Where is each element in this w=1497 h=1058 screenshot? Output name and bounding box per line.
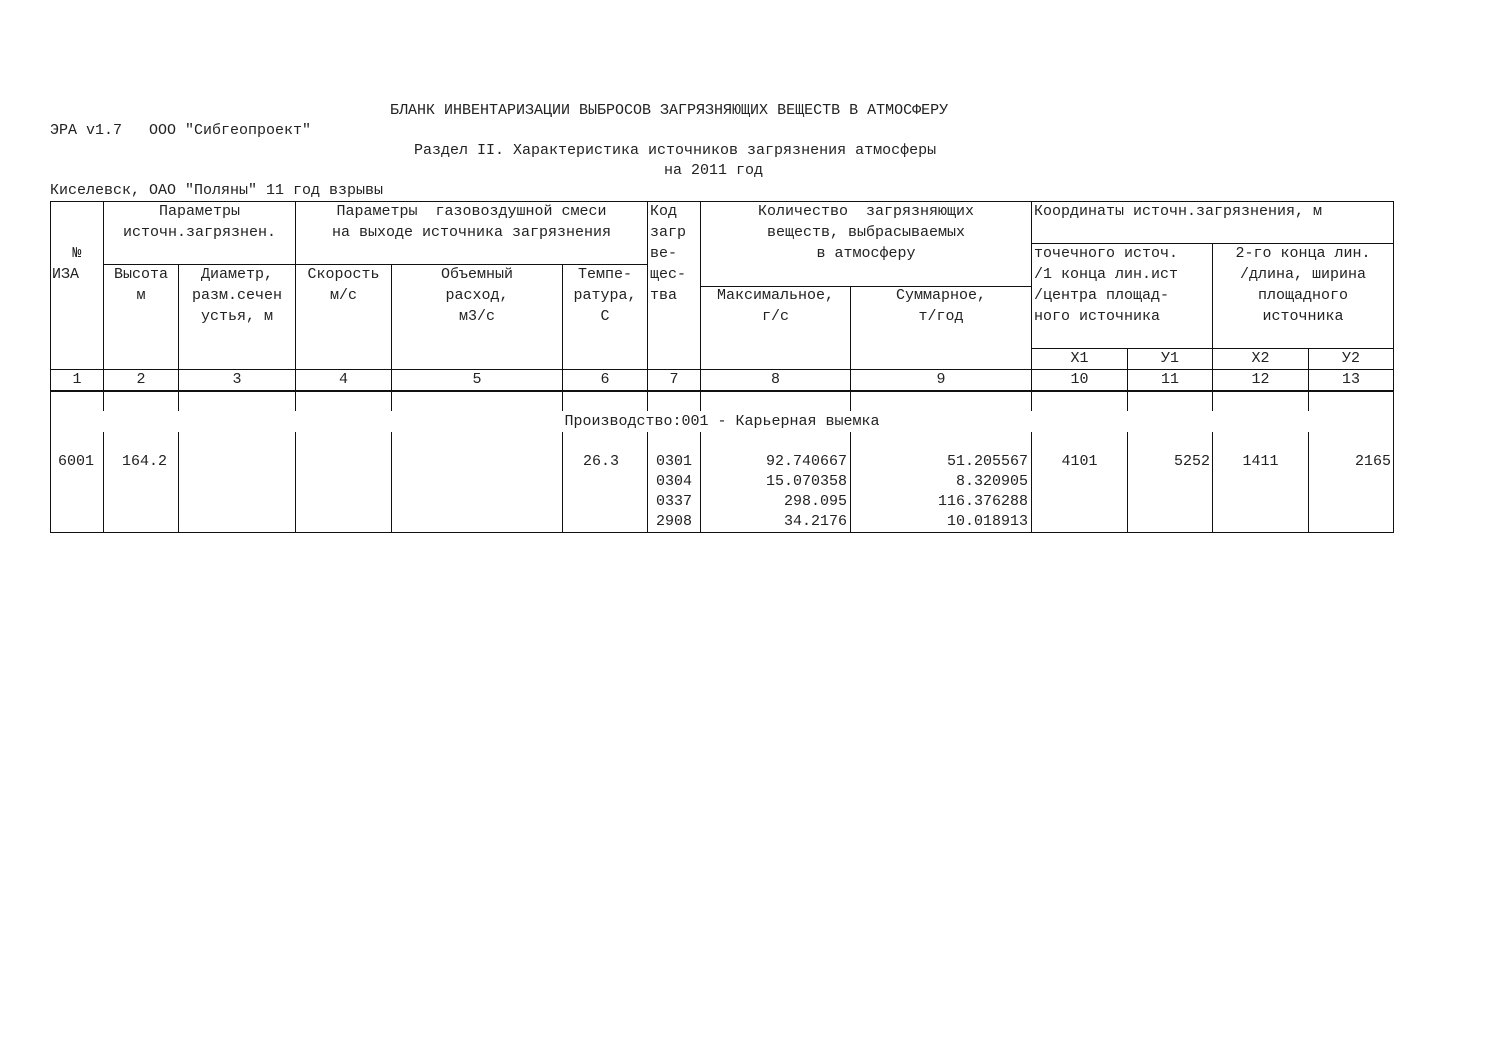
col-number: 1 <box>72 371 82 388</box>
iza-value: 6001 <box>58 453 95 470</box>
table-rule <box>1031 432 1032 532</box>
table-rule <box>391 432 392 532</box>
header-diameter: Диаметр, разм.сечен устья, м <box>191 266 282 325</box>
substance-total: 51.205567 <box>946 453 1028 470</box>
header-max: Максимальное, г/с <box>716 287 835 325</box>
header-source-params: Параметры источн.загрязнен. <box>122 203 277 241</box>
col-number: 5 <box>472 371 482 388</box>
y2-value: 2165 <box>1354 453 1391 470</box>
table-rule <box>50 390 1394 392</box>
table-border-right <box>1393 201 1394 532</box>
header-x2: X2 <box>1251 350 1270 367</box>
software-label: ЭРА v1.7 ООО "Сибгеопроект" <box>50 122 312 139</box>
temp-value: 26.3 <box>583 453 620 470</box>
header-y2: У2 <box>1341 350 1360 367</box>
header-x1: X1 <box>1070 350 1089 367</box>
header-height: Высота м <box>113 266 168 304</box>
substance-code: 0337 <box>656 493 693 510</box>
header-amount: Количество загрязняющих веществ, выбрасываемых в атмосферу <box>757 203 975 262</box>
x2-value: 1411 <box>1242 453 1279 470</box>
col-number: 3 <box>232 371 242 388</box>
header-y1: У1 <box>1160 350 1179 367</box>
header-coords: Координаты источн.загрязнения, м <box>1034 203 1323 220</box>
production-label: Производство:001 - Карьерная выемка <box>564 413 880 430</box>
table-rule <box>103 432 104 532</box>
height-value: 164.2 <box>122 453 168 470</box>
substance-code: 2908 <box>656 513 693 530</box>
header-point-source: точечного источ. /1 конца лин.ист /центра площад- ного источника <box>1034 245 1179 325</box>
header-gas-params: Параметры газовоздушной смеси на выходе источника загрязнения <box>331 203 612 241</box>
substance-total: 116.376288 <box>937 493 1028 510</box>
header-num-sign: № <box>72 245 82 262</box>
substance-total: 10.018913 <box>946 513 1028 530</box>
form-title: БЛАНК ИНВЕНТАРИЗАЦИИ ВЫБРОСОВ ЗАГРЯЗНЯЮЩИХ ВЕЩЕСТВ В АТМОСФЕРУ <box>390 102 949 119</box>
section-title: Раздел II. Характеристика источников загрязнения атмосферы <box>414 142 937 159</box>
col-number: 2 <box>136 371 146 388</box>
table-rule <box>562 432 563 532</box>
col-number: 12 <box>1251 371 1270 388</box>
col-number: 11 <box>1160 371 1179 388</box>
table-rule <box>647 432 648 532</box>
year-label: на 2011 год <box>664 162 764 179</box>
substance-max: 34.2176 <box>783 513 847 530</box>
x1-value: 4101 <box>1061 453 1098 470</box>
table-rule <box>178 432 179 532</box>
col-number: 8 <box>770 371 780 388</box>
header-volume: Объемный расход, м3/с <box>440 266 513 325</box>
y1-value: 5252 <box>1173 453 1210 470</box>
header-iza: ИЗА <box>52 266 80 283</box>
col-number: 6 <box>600 371 610 388</box>
substance-max: 92.740667 <box>765 453 847 470</box>
table-rule <box>1308 432 1309 532</box>
substance-code: 0301 <box>656 453 693 470</box>
table-rule <box>1212 432 1213 532</box>
col-number: 10 <box>1070 371 1089 388</box>
col-number: 9 <box>936 371 946 388</box>
header-temp: Темпе- ратура, С <box>573 266 637 325</box>
col-number: 13 <box>1341 371 1360 388</box>
header-speed: Скорость м/с <box>307 266 380 304</box>
header-second-end: 2-го конца лин. /длина, ширина площадного источника <box>1235 245 1371 325</box>
header-code: Код загр ве- щес- тва <box>650 203 687 304</box>
object-label: Киселевск, ОАО "Поляны" 11 год взрывы <box>50 182 384 199</box>
col-number: 4 <box>338 371 348 388</box>
substance-code: 0304 <box>656 473 693 490</box>
header-total: Суммарное, т/год <box>895 287 986 325</box>
substance-max: 15.070358 <box>765 473 847 490</box>
table-border-bottom <box>50 532 1394 533</box>
substance-max: 298.095 <box>783 493 847 510</box>
table-rule <box>1127 432 1128 532</box>
substance-total: 8.320905 <box>955 473 1028 490</box>
table-rule <box>295 432 296 532</box>
col-number: 7 <box>669 371 679 388</box>
